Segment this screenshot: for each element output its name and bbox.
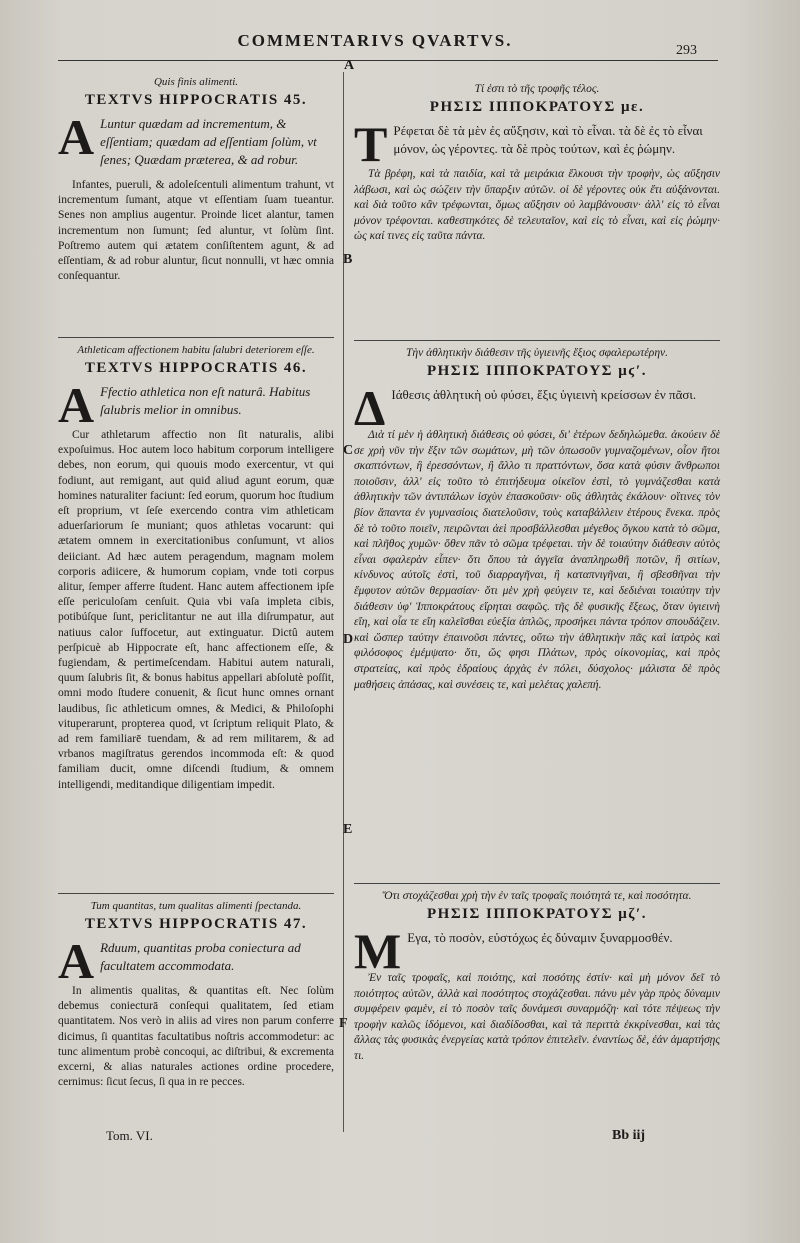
section-heading: TEXTVS HIPPOCRATIS 46. [84,360,308,376]
section-heading: ΡΗΣΙΣ ΙΠΠΟΚΡΑΤΟΥΣ με. [429,99,645,115]
lemma-text [354,380,720,436]
lemma-body: Ffectio athletica non eſt naturâ. Habitus ſalubris melior in omnibus. [100,384,311,417]
running-title: COMMENTARIVS QVARTVS. [237,31,513,50]
drop-cap: Τ [354,116,388,172]
section-caption: Τὴν ἀθλητικὴν διάθεσιν τῆς ὑγιεινῆς ἕξιος σφαλερωτέρην. [405,347,669,359]
commentary-paragraph: Cur athletarum affectio non ſit naturalis, alibi expoſuimus. Hoc autem loco habitum corporum intelligere debes, non eorum, qui quouis modo exercentur, vt qui fodiunt, aut remigant, aut quid aliud agunt eorum, quæ homines naturaliter faciunt: ſed eorum, quorum hoc ſtudium eſt proprium, vt ſeſe exercendo contra vim athleticam aduerſariorum ſe muniant; quos athletas vocarunt: qui ætatem omnem in exercitationibus conſumunt, vt alios deiiciant. Ad hæc autem peragendum, magnam molem corporis adiicere, & humorum copiam, vnde toti corpus alitur, ſemper afferre ſtudent. Hanc autem affectionem ipſe eſſe periculoſam cenſuit. Quia vbi vaſa impleta cibis, potibúſque ſunt, periclitantur ne aut illa diſrumpatur, aut natiuus calor ſuffocetur, aut extinguatur. Dictû autem perſpicuè ab Hippocrate eſt, hanc affectionem eſſe, & fugiendam, & pertimeſcendam. Habitui autem naturali, quum ſalubris ſit, & bonus habitus appellari abſolutè poſſit, omni modo ſtudere conuenit, & ſicut hunc omnes ornant laudibus, ſic athleticum omnes, & Medici, & Philoſophi vituperarunt, propterea quod, vt ſcriptum reliquit Plato, & ad rem familiarē tuendam, & ad rem militarem, & ad vrbanos magiſtratus gerendos incommoda eſt: & quod familiam ducit, omne diſcendi ſtudium, & omnem intelligendi, meditandique diligentiam impedit. [58,429,334,791]
lemma-text [58,377,334,433]
drop-cap: A [58,109,95,165]
greek-section-45 [354,82,720,245]
section-heading: TEXTVS HIPPOCRATIS 47. [84,916,308,932]
lemma-body: Rduum, quantitas proba coniectura ad facultatem accommodata. [100,940,301,973]
latin-section-47 [58,893,334,1090]
lemma-body: Εγα, τὸ ποσὸν, εὐστόχως ἐς δύναμιν ξυναρμοσθέν. [407,930,673,945]
signature-mark: Bb iij [612,1128,646,1143]
latin-section-45 [58,75,334,284]
latin-section-46 [58,337,334,793]
section-rule [354,883,720,884]
margin-marker-f: F [339,1016,348,1031]
lemma-text [354,116,720,172]
margin-marker-c: C [343,443,354,458]
section-heading: TEXTVS HIPPOCRATIS 45. [84,92,308,108]
lemma-text [58,109,334,169]
margin-marker-a: A [344,58,355,73]
header-rule [58,60,718,61]
commentary-paragraph: Διὰ τί μὲν ἡ ἀθλητικὴ διάθεσις οὐ φύσει, δι' ἑτέρων δεδηλώμεθα. ἀκούειν δὲ σε χρὴ νῦν τὴν ἕξιν τῶν σωμάτων, μὴ τῶν ὁπωσοῦν γυμναζομένων, οἷον ἤτοι σκαπτόντων, ἢ ἐρεσσόντων, ἢ ἄλλο τι πραττόντων, ὅσα κατὰ φύσιν ἄνθρωποι ποιοῦσιν, ἀλλ' εἰς τοῦτο τὸ ἐπιτήδευμα οἰκεῖον ἐστὶ, τὸ γυμνάζεσθαι κατὰ ἀθλητικὴν τῶν ἀντιπάλων ἰσχὺν ἐπασκοῦσιν· οὓς ἀθλητὰς ἐκάλουν· οἵτινες τὸν βίον ἅπαντα ἐν γυμνασίοις διατελοῦσιν, τοὺς καταβάλλειν ἑτέρους ἕνεκα. πρὸς δὲ τὸ τοῦτο ποιεῖν, πειρῶνται ἀεὶ προσβάλλεσθαι μέγεθος ὄγκου κατὰ τὸ σῶμα, καὶ πλῆθος χυμῶν· ὅθεν πᾶν τὸ σῶμα τρέφεται. τὴν δὲ τοιαύτην διάθεσιν αὐτὸς εἶναι σφαλερὰν εἶπεν· ὅτι ὅπου τὰ ἀγγεῖα ἀναπληρωθῆ ποτῶν, ἢ σιτίων, κίνδυνος αὐτοῖς ἐστὶ, τοῦ διαρραγῆναι, ἢ καταπνιγῆναι, ἢ σβεσθῆναι τὴν ἔμφυτον αὐτῶν θερμασίαν· ὅτι μὲν χρὴ φεύγειν τε, καὶ δεδιέναι τοιαύτην τὴν διάθεσιν ὑφ' Ἱπποκράτους εἴρηται σαφῶς. τῆς δὲ φυσικῆς ἕξεως, ὅταν ὑγιεινὴ εἴη, καὶ οἷα τε εἴη καλεῖσθαι εὐεξία ἁπλῶς, προσήκει πάντα τρόπον σπουδάζειν. καὶ ὥσπερ ταύτην ἐπαινοῦσι πάντες, οὕτω τὴν ἀθλητικὴν πᾶς καὶ ἰατρὸς καὶ φιλόσοφος ἐμέμψατο· ὅτι, ὥς φησι Πλάτων, πρὸς οἰκονομίας, καὶ πρὸς στρατείας, καὶ πρὸς ἑδραίους ἀρχὰς ἐν πόλει, δύσχολος· μάλιστα δὲ πρὸς μαθήσεις ἀπάσας, καὶ συνέσεις τε, καὶ μελέτας χαλεπή. [354,429,720,691]
commentary-paragraph: In alimentis qualitas, & quantitas eſt. Nec ſolùm debemus coniecturā conſequi qualitatem, ſed etiam quantitatem. Nos verò in aliis ad vires non parum conferre dicimus, ſi quantitas facultatibus noſtris accommodetur: ac tunc alimentum probè concoqui, ac diſtribui, & excrementa excerni, & alias naturales actiones ordine procedere, cernimus: ſicut ſecus, ſi qua in re pecces. [58,985,334,1089]
margin-marker-d: D [343,632,354,647]
drop-cap: A [58,377,95,433]
lemma-body: Luntur quædam ad incrementum, & eſſentiam; quædam ad eſſentiam ſolùm, vt ſenes; Quædam præterea, & ad robur. [100,116,317,167]
commentary-paragraph: Infantes, pueruli, & adoleſcentuli alimentum trahunt, vt incrementum ſumant, atque vt eſſentiam ſuam tueantur. Senes non amplius augentur. Proinde licet alantur, tamen incrementum non ſumunt; ſed aluntur, vt ſolùm ſint. Poſtremo autem qui ætatem conſiſtentem agunt, & ad eſſentiam, & ad robur aluntur, ſicut nonnulli, vt hæc omnia conſequantur. [58,179,334,283]
lemma-text [58,933,334,989]
section-heading: ΡΗΣΙΣ ΙΠΠΟΚΡΑΤΟΥΣ μϛʹ. [426,363,648,379]
section-rule [58,337,334,338]
section-caption: Ὅτι στοχάζεσθαι χρὴ τὴν ἐν ταῖς τροφαῖς ποιότητά τε, καὶ ποσότητα. [382,890,692,902]
margin-marker-e: E [343,822,353,837]
commentary-paragraph: Τὰ βρέφη, καὶ τὰ παιδία, καὶ τὰ μειράκια ἕλκουσι τὴν τροφὴν, ὡς αὔξησιν λάβωσι, καὶ ὡς σώζειν τὴν ὕπαρξιν αὐτῶν. οἱ δὲ γέροντες οὐκ ἔτι αὐξάνονται. καὶ διὰ τοῦτο κἂν τρέφωνται, ὅμως αὔξησιν οὐ λαμβάνουσιν· ἀλλ' εἰς τὸ εἶναι μόνον τρέφονται. καθεστηκότες δὲ τελευταῖον, καὶ εἰς τὸ εἶναι, καὶ εἰς ῥώμην· ὡς καί τινες εἰς ταῦτα πάντα. [354,168,720,243]
section-rule [58,893,334,894]
section-rule [354,340,720,341]
drop-cap: A [58,933,95,989]
drop-cap: Μ [354,923,402,979]
lemma-text [354,923,720,979]
section-caption: Athleticam affectionem habitu ſalubri deteriorem eſſe. [77,344,315,356]
greek-section-46 [354,340,720,693]
column-divider [343,72,344,1132]
section-caption: Τί ἐστι τὸ τῆς τροφῆς τέλος. [474,83,600,95]
section-caption: Tum quantitas, tum qualitas alimenti ſpectanda. [90,900,302,912]
section-caption: Quis finis alimenti. [153,76,239,88]
drop-cap: Δ [354,380,386,436]
page-number: 293 [676,43,697,58]
lemma-body: Ιάθεσις ἀθλητικὴ οὐ φύσει, ἕξις ὑγιεινὴ κρείσσων ἐν πᾶσι. [391,387,697,402]
margin-marker-b: B [343,252,353,267]
lemma-body: Ρέφεται δὲ τὰ μὲν ἐς αὔξησιν, καὶ τὸ εἶναι. τὰ δὲ ἐς τὸ εἶναι μόνον, ὡς γέροντες. τὰ δὲ πρὸς τούτων, καὶ ἐς ῥώμην. [393,123,703,156]
volume-footer: Tom. VI. [106,1128,153,1143]
greek-section-47 [354,883,720,1065]
section-heading: ΡΗΣΙΣ ΙΠΠΟΚΡΑΤΟΥΣ μζʹ. [427,906,647,922]
commentary-paragraph: Ἐν ταῖς τροφαῖς, καὶ ποιότης, καὶ ποσότης ἐστίν· καὶ μὴ μόνον δεῖ τὸ ποιότητος αὐτῶν, ἀλλὰ καὶ ποσότητος στοχάζεσθαι. πάνυ μὲν γὰρ πρὸς δύναμιν συμφέρειν φαμὲν, εἰ τὸ ποσὸν ταῖς δυνάμεσι συναρμόζη· καὶ τότε πέψεως τὴν τροφὴν καλῶς ἰδόμενοι, καὶ διαδίδοσθαι, καὶ τὰ περιττὰ ἐκκρίνεσθαι, καὶ τὰς ἄλλας τὰς φυσικὰς ἐνεργείας κατὰ τρόπον ἐπιτελεῖν. ἐναντίως δὲ, ἐάν ἁμαρτήσῃς τι. [354,972,720,1062]
